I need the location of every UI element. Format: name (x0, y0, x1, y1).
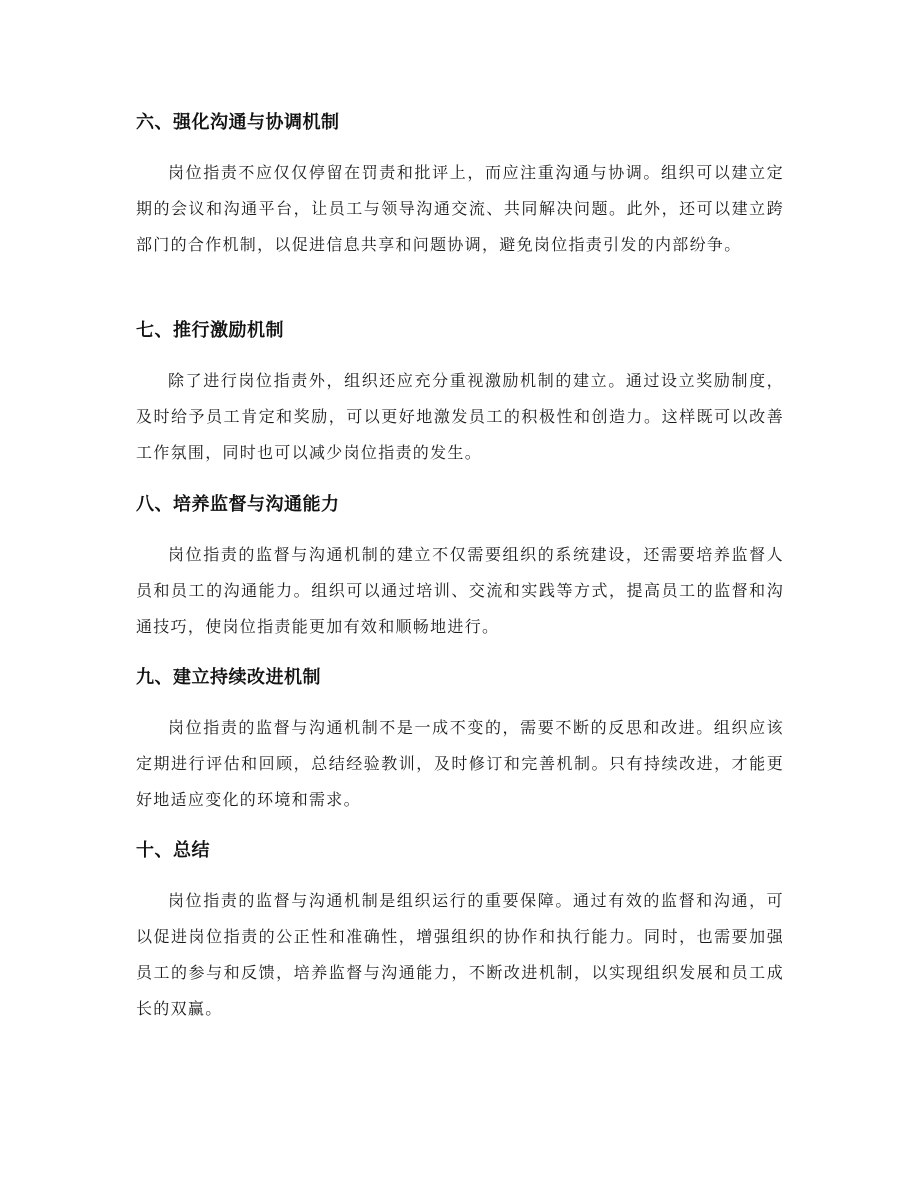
section-heading: 十、总结 (136, 840, 210, 861)
section-paragraph: 岗位指责的监督与沟通机制的建立不仅需要组织的系统建设，还需要培养监督人员和员工的沟通能力。组织可以通过培训、交流和实践等方式，提高员工的监督和沟通技巧，使岗位指责能更加有效和顺畅地进行。 (136, 545, 784, 636)
section-9 (136, 666, 784, 809)
section-paragraph: 岗位指责的监督与沟通机制不是一成不变的，需要不断的反思和改进。组织应该定期进行评估和回顾，总结经验教训，及时修订和完善机制。只有持续改进，才能更好地适应变化的环境和需求。 (136, 718, 784, 809)
section-paragraph: 岗位指责不应仅仅停留在罚责和批评上，而应注重沟通与协调。组织可以建立定期的会议和沟通平台，让员工与领导沟通交流、共同解决问题。此外，还可以建立跨部门的合作机制，以促进信息共享和问题协调，避免岗位指责引发的内部纷争。 (136, 163, 784, 254)
section-paragraph: 除了进行岗位指责外，组织还应充分重视激励机制的建立。通过设立奖励制度，及时给予员工肯定和奖励，可以更好地激发员工的积极性和创造力。这样既可以改善工作氛围，同时也可以减少岗位指责的发生。 (136, 371, 784, 462)
section-heading: 九、建立持续改进机制 (136, 667, 321, 688)
section-6 (136, 111, 784, 254)
section-10 (136, 839, 784, 1018)
section-heading: 七、推行激励机制 (136, 320, 284, 341)
section-heading: 六、强化沟通与协调机制 (136, 112, 340, 133)
section-8 (136, 493, 784, 636)
section-paragraph: 岗位指责的监督与沟通机制是组织运行的重要保障。通过有效的监督和沟通，可以促进岗位指责的公正性和准确性，增强组织的协作和执行能力。同时，也需要加强员工的参与和反馈，培养监督与沟通能力，不断改进机制，以实现组织发展和员工成长的双赢。 (136, 891, 784, 1018)
section-7 (136, 319, 784, 462)
section-heading: 八、培养监督与沟通能力 (136, 494, 340, 515)
